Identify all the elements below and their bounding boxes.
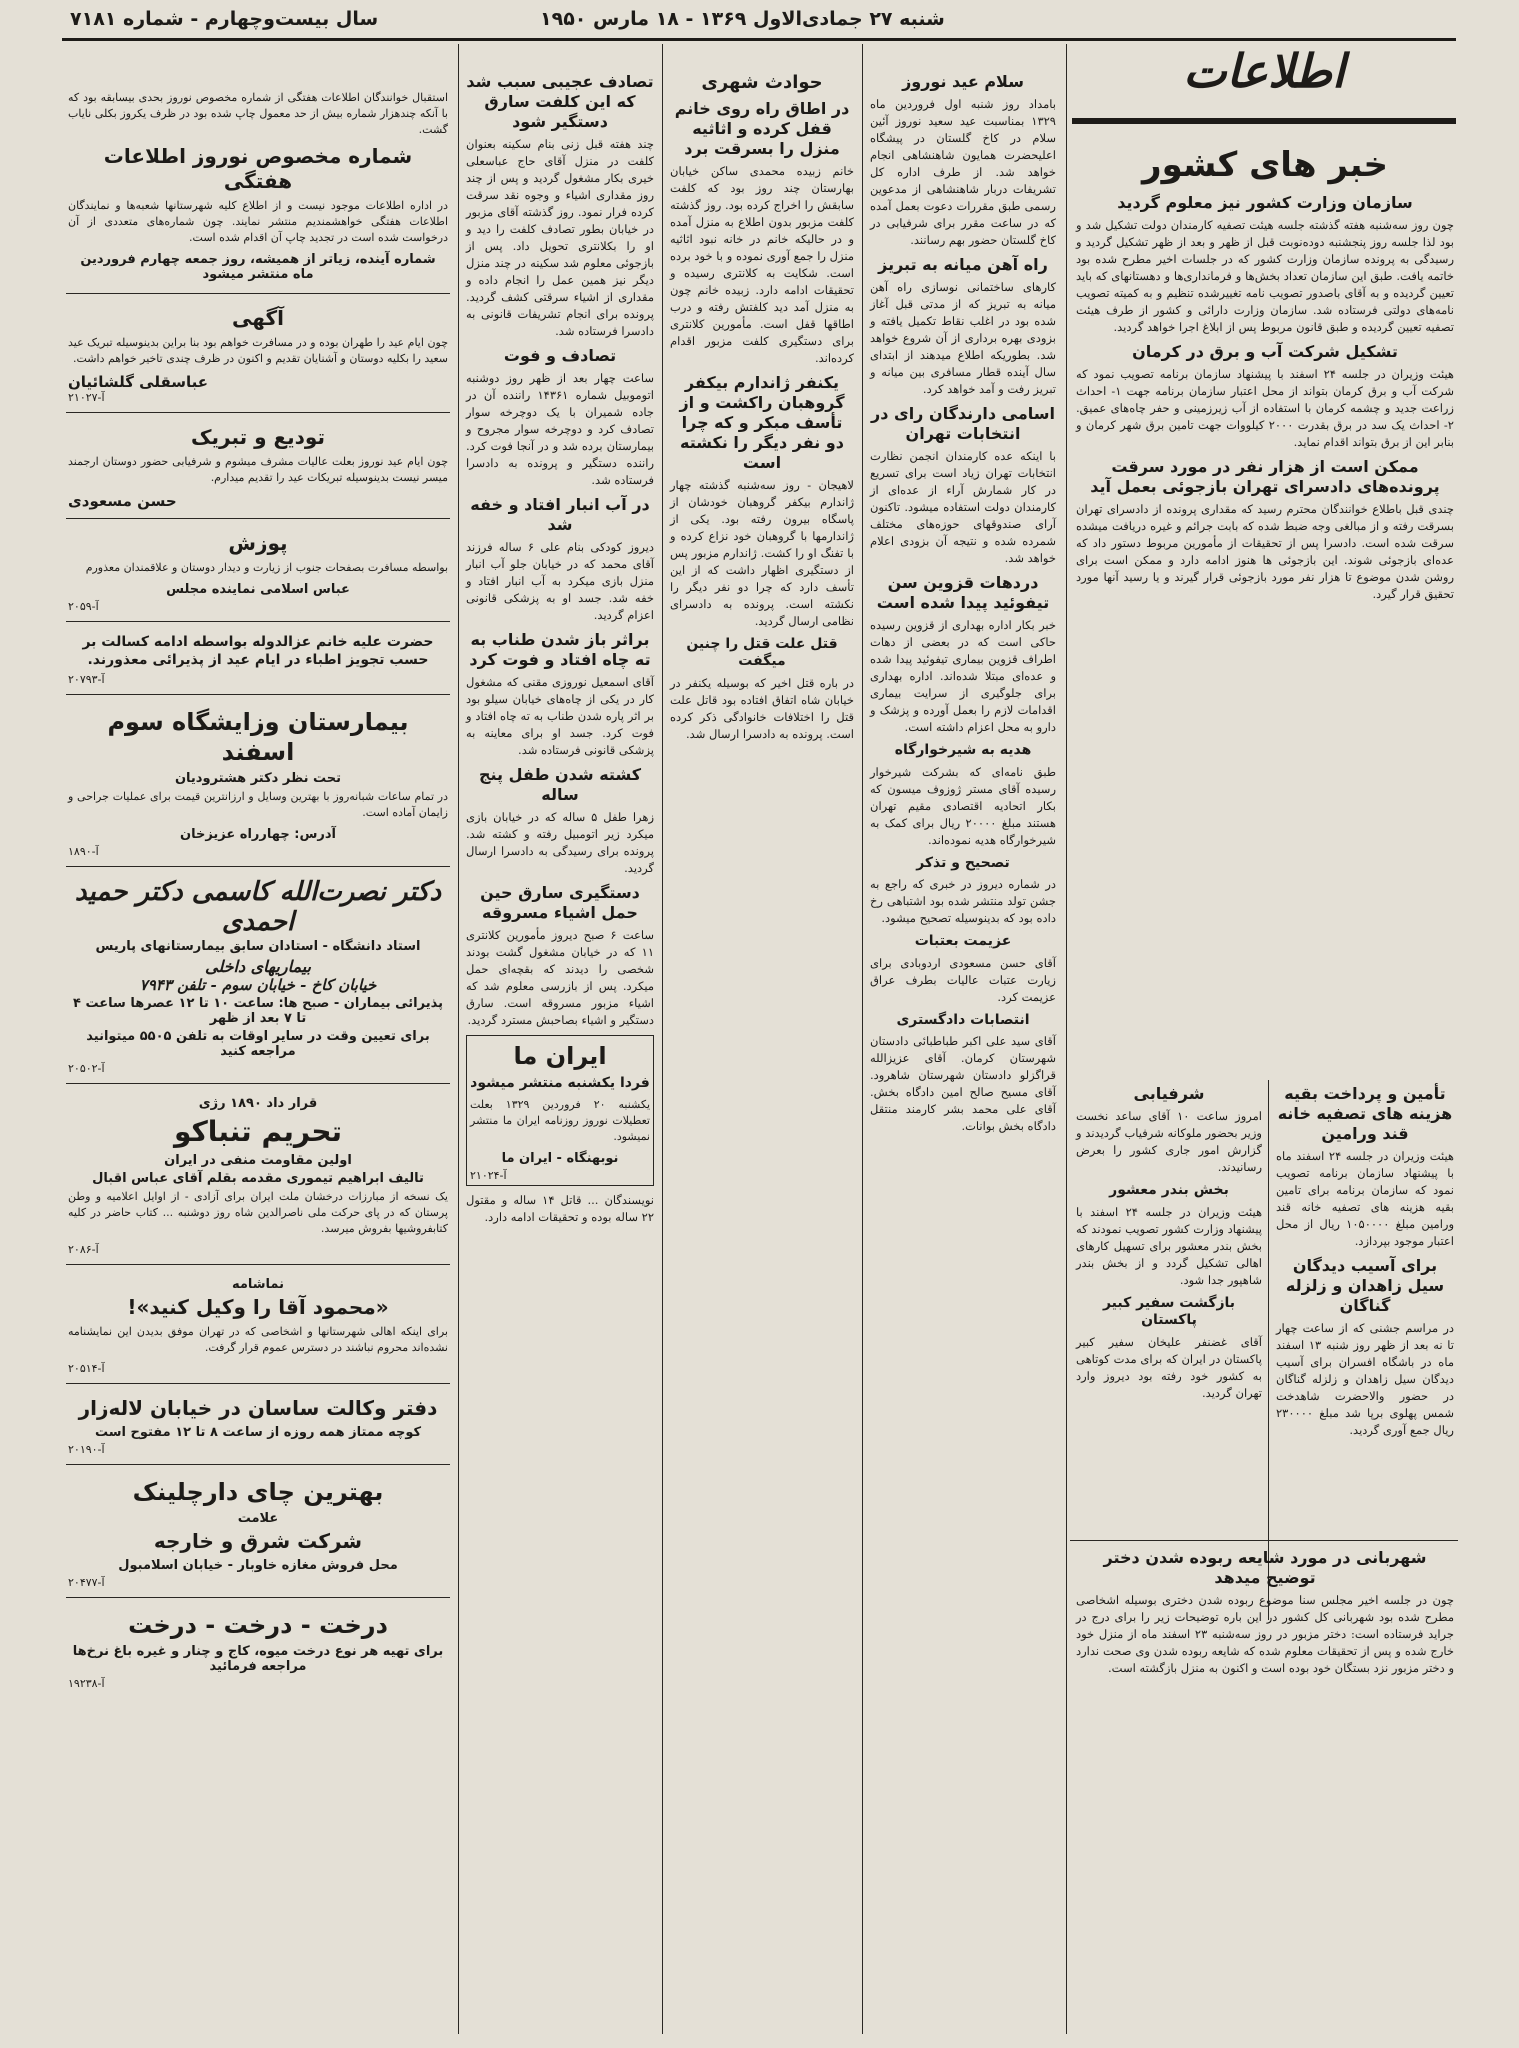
ad-code: آ-۲۰۱۹۰	[68, 1443, 105, 1456]
article-headline: تصادف و فوت	[503, 346, 617, 365]
article-body: در شماره دیروز در خبری که راجع به جشن تولد منتشر شده بود اشتباهی رخ داده بود که بدینوسیله تصحیح میشود.	[870, 877, 1056, 925]
article-body: در مراسم جشنی که از ساعت چهار تا نه بعد از ظهر روز شنبه ۱۳ اسفند ماه در باشگاه افسران برای آسیب دیدگان سیل زاهدان و زلزله گناگان در حضور والاحضرت شاهدخت شمس پهلوی برپا شد مبلغ ۲۳۰۰۰۰ ریال جمع آوری گردید.	[1276, 1321, 1454, 1437]
article-headline: در اطاق راه روی خانم قفل کرده و اثاثیه منزل را بسرقت برد	[674, 98, 850, 158]
column-rule	[862, 44, 863, 2034]
article-body: آقای غضنفر علیخان سفیر کبیر پاکستان در ایران که برای مدت کوتاهی به کشور خود رفته بود دیروز وارد تهران گردید.	[1076, 1334, 1262, 1400]
article-headline: تشکیل شرکت آب و برق در کرمان	[1132, 341, 1398, 361]
article-body: خانم زبیده محمدی ساکن خیابان بهارستان چند روز بود که کلفت سابقش را اخراج کرده بود. روز گذشته کلفت مزبور بدون اطلاع به منزل آمده و در حالیکه خانم در خانه نبود اثاثیه منزل را جمع آوری نموده و با خود برده است. شکایت به کلانتری رسیده و تحقیقات ادامه دارد. زبیده خانم چون به منزل آمد دید کلفتش رفته و درب اطاقها قفل است. مأمورین کلانتری برای دستگیری کلفت مزبور اقدام کرده‌اند.	[670, 163, 854, 365]
article-body: زهرا طفل ۵ ساله که در خیابان بازی میکرد زیر اتومبیل رفته و کشته شد. پرونده برای رسیدگی به دادسرا ارسال گردید.	[466, 810, 654, 875]
article-body: امروز ساعت ۱۰ آقای ساعد نخست وزیر بحضور ملوکانه شرفیاب گردیدند و گزارش امور جاری کشور را بعرض رسانیدند.	[1076, 1109, 1262, 1174]
ad-address: محل فروش مغازه خاوبار - خیابان اسلامبول	[118, 1558, 398, 1573]
article-headline: قتل علت قتل را چنین میگفت	[686, 635, 838, 669]
ad-title: دفتر وکالت ساسان در خیابان لاله‌زار	[78, 1396, 438, 1420]
ad-code: آ-۲۰۵۱۴	[68, 1362, 105, 1375]
article-body: دیروز کودکی بنام علی ۶ ساله فرزند آقای محمد که در خیابان جلو آب انبار منزل بازی میکرد به آب انبار افتاد و خفه شد. جسد او به پزشکی قانونی اعزام گردید.	[466, 540, 654, 622]
section-rule	[1070, 1540, 1458, 1541]
column-rule	[1066, 44, 1067, 2034]
ad-law-office	[66, 1390, 450, 1465]
article-headline: در آب انبار افتاد و خفه شد	[470, 495, 650, 534]
ad-title: درخت - درخت - درخت	[128, 1611, 388, 1639]
ad-code: آ-۲۰۷۹۳	[68, 673, 105, 686]
ad-title: بهترین چای دارچلینک	[132, 1478, 384, 1506]
article-body: چندی قبل باطلاع خوانندگان محترم رسید که مقداری پرونده از دادسرای تهران بسرقت رفته و از مبالغی وجه ضبط شده که بابت جرائم و غیره دریافت میشده سرقت شده است. دادسرا پس از تحقیقات از مأمورین مربوط دستور داد که عده‌ای بازجوئی شوند. این بازجوئی ها هنوز ادامه دارد و ممکن است برای روشن شدن موضوع تا هزار نفر مورد بازجوئی قرار گیرند و یا رسید آنها مورد تحقیق قرار گیرد.	[1076, 501, 1454, 601]
column-advertisements	[62, 86, 454, 2040]
ad-body: حضرت علیه خانم عزالدوله بواسطه ادامه کسالت بر حسب تجویز اطباء در ایام عید از پذیرائی معذورند.	[82, 634, 434, 668]
ad-code: آ-۲۱۰۲۷	[68, 391, 105, 404]
article-headline: یکنفر ژاندارم بیکفر گروهبان راکشت و از تأسف مبکر و که چرا دو نفر دیگر را نکشته است	[679, 372, 845, 472]
ad-title: ایران ما	[513, 1042, 607, 1070]
ad-subtitle: تحت نظر دکتر هشترودیان	[174, 771, 342, 786]
ad-body: کوچه ممتاز همه روزه از ساعت ۸ تا ۱۲ مفتوح است	[94, 1425, 422, 1440]
ad-code: آ-۱۸۹۰	[68, 845, 99, 858]
ad-body: چون ایام عید نوروز بعلت عالیات مشرف میشوم و شرفیابی حضور دوستان ارجمند میسر نیست بدینوسیله تبریکات عید را تقدیم میدارم.	[68, 455, 448, 484]
ad-body: در تمام ساعات شبانه‌روز با بهترین وسایل و ارزانترین قیمت برای عملیات جراحی و زایمان آماده است.	[68, 790, 448, 819]
ad-title: بیمارستان وزایشگاه سوم اسفند	[107, 708, 409, 766]
ad-subtitle: فردا یکشنبه منتشر میشود	[470, 1075, 650, 1091]
ad-code: آ-۲۱۰۲۴	[470, 1168, 507, 1182]
ad-subtitle: استاد دانشگاه - استادان سابق بیمارستانهای پاریس	[95, 939, 421, 954]
article-body: در باره قتل اخیر که بوسیله یکنفر در خیابان شاه اتفاق افتاده بود قاتل علت قتل را اختلافات خانوادگی ذکر کرده است. پرونده به دادسرا ارسال شد.	[670, 675, 854, 741]
article-headline: عزیمت بعتبات	[914, 933, 1012, 949]
ad-box-iran-ma	[466, 1035, 654, 1186]
article-headline: دستگیری سارق حین حمل اشیاء مسروقه	[480, 883, 640, 922]
ad-body: در اداره اطلاعات موجود نیست و از اطلاع کلیه شهرستانها شعبه‌ها و نمایندگان اطلاعات هفتگی خواهشمندیم منتشر نمایند. چون شماره‌های متعددی از آن درخواست شده است در تجدید چاپ آن اقدام شده است.	[68, 199, 448, 244]
column-rule	[662, 44, 663, 2034]
ad-subtitle: علامت	[237, 1511, 279, 1526]
ad-title: «محمود آقا را وکیل کنید»!	[127, 1295, 389, 1319]
ad-code: آ-۱۹۲۳۸	[68, 1677, 105, 1690]
ad-address: خیابان کاخ - خیابان سوم - تلفن ۷۹۴۳	[139, 976, 377, 994]
ad-signature: عباسقلی گلشائیان	[68, 373, 209, 391]
article-body: آقای حسن مسعودی اردوبادی برای زیارت عتبات عالیات بطرف عراق عزیمت کرد.	[870, 955, 1056, 1004]
logo-underline	[1072, 118, 1456, 124]
article-headline: تصادف عجیبی سبب شد که این کلفت سارق دستگیر شود	[466, 72, 654, 131]
ad-izz-al-dowleh	[66, 628, 450, 695]
article-body: ساعت ۶ صبح دیروز مأمورین کلانتری ۱۱ که در خیابان مشغول گشت بودند شخصی را دیدند که بقچه‌ای حمل میکرد. پس از بازرسی معلوم شد که اشیاء مزبور مسروقه است. سارق دستگیر و اشیاء بصاحبش مسترد گردید.	[466, 928, 654, 1027]
article-headline: سازمان وزارت کشور نیز معلوم گردید	[1117, 192, 1413, 212]
ad-signature: حسن مسعودی	[68, 492, 177, 510]
article-body: بامداد روز شنبه اول فروردین ماه ۱۳۲۹ بمناسبت عید سعید نوروز آئین سلام در کاخ گلستان در پیشگاه اعلیحضرت همایون شاهنشاهی انجام خواهد شد. از طرف اداره کل تشریفات دربار شاهنشاهی از مدعوین رسمی طبق مقررات دعوت بعمل آمده که در ساعت مقرر برای شرفیابی در کاخ گلستان حضور بهم رسانند.	[870, 97, 1056, 247]
ad-hours: پذیرائی بیماران - صبح ها: ساعت ۱۰ تا ۱۲ عصرها ساعت ۴ تا ۷ بعد از ظهر	[73, 996, 443, 1026]
article-body: هیئت وزیران در جلسه ۲۴ اسفند با پیشنهاد وزارت کشور تصویب نمودند که بخش بندر معشور برای تسهیل کارهای اهالی تشکیل گردد و از بخش بندر شاهپور جدا شود.	[1076, 1204, 1263, 1287]
ad-pretitle: قرار داد ۱۸۹۰ رژی	[198, 1096, 318, 1111]
ad-body: یکشنبه ۲۰ فروردین ۱۳۲۹ بعلت تعطیلات نوروز روزنامه ایران ما منتشر نمیشود.	[470, 1097, 651, 1143]
article-headline: براثر باز شدن طناب به ته چاه افتاد و فوت کرد	[469, 630, 651, 669]
article-body: نویسندگان ... قاتل ۱۴ ساله و مقتول ۲۲ ساله بوده و تحقیقات ادامه دارد.	[466, 1192, 654, 1224]
article-body: لاهیجان - روز سه‌شنبه گذشته چهار ژاندارم بیکفر گروهبان خودشان از پاسگاه بیرون رفته بود. یکی از ژاندارمها با گروهبان خود نزاع کرده و با تفنگ او را کشت. ژاندارم مزبور پس از دستگیری اظهار داشت که از این تأسف دارد که چرا دو نفر دیگر را نکشته است. پرونده به دادسرای نظامی ارسال گردید.	[670, 477, 854, 628]
article-body: هیئت وزیران در جلسه ۲۴ اسفند با پیشنهاد سازمان برنامه تصویب نمود که شرکت آب و برق کرمان بتواند از محل اعتبار سازمان برنامه جهت ۱- احداث زراعت جدید و چشمه کرمان با استفاده از آب زیرزمینی و حفر چاه‌های عمیق. ۲- احداث یک سد در برق بقدرت ۲۰۰۰ کیلووات جهت تامین برق شهر کرمان و بنابر این از برق بتواند اقدام نماید.	[1076, 366, 1454, 449]
article-body: طبق نامه‌ای که بشرکت شیرخوار رسیده آقای مستر ژوزوف میسون که بکار اتحادیه اقتصادی مقیم تهران هستند مبلغ ۲۰۰۰۰ ریال برای کمک به شیرخوارگاه هدیه نموده‌اند.	[870, 764, 1056, 847]
ad-title: تحریم تنباکو	[173, 1115, 343, 1148]
article-body: چون روز سه‌شنبه هفته گذشته جلسه هیئت تصفیه کارمندان دولت تشکیل شد و بود لذا جلسه روز پنجشنبه دوده‌نوبت قبل از ظهر و بعد از ظهر تشکیل گردید و رسیدگی به پرونده سازمان وزارت کشور که در جلسات اخیر مطرح شده بود خاتمه یافت. طبق این سازمان تعداد بخش‌ها و فرمانداری‌ها و دهستانهای که باید تعیین گردیده و به آقای باصدور تصویب نامه تغییرشده تنظیم و به کمیته تصویب نامه‌های دولتی فرستاده شد. سازمان وزارت دارائی و کشور از طرف هیئت تصفیه تعیین گردیده و طبق قانون مربوط پس از ابلاغ اجرا خواهد گردید.	[1076, 217, 1454, 334]
column-national-left	[1072, 1082, 1266, 1622]
ad-signature: نوبهنگاه - ایران ما	[501, 1150, 619, 1166]
ad-pretitle: نماشامه	[231, 1277, 285, 1292]
column-national-bottom	[1072, 1546, 1458, 2036]
ad-farewell	[66, 419, 450, 519]
article-body: خبر بکار اداره بهداری از قزوین رسیده حاکی است که در بعضی از دهات اطراف قزوین بیماری تیفوئید پیدا شده و عده‌ای مبتلا شده‌اند. اداره بهداری برای جلوگیری از سرایت بیماری اقدامات لازم را بعمل آورده و پزشک و دارو به محل اعزام داشته است.	[870, 618, 1056, 734]
ad-title: تودیع و تبریک	[191, 425, 325, 449]
ad-body: چون ایام عید را طهران بوده و در مسافرت خواهم بود بنا براین بدینوسیله تبریک عید سعید را بکلیه دوستان و آشنایان تقدیم و اکنون در ظرف چندی تاخیر خواهم داشت.	[68, 336, 448, 365]
ad-ettelaat-weekly	[66, 86, 450, 294]
header-rule	[62, 38, 1456, 41]
ad-code: آ-۲۰۵۰۲	[68, 1062, 105, 1075]
section-title: خبر های کشور	[1142, 145, 1388, 185]
ad-line: شماره آینده، زیاتر از همیشه، روز جمعه چهارم فروردین ماه منتشر میشود	[80, 252, 436, 282]
article-headline: برای آسیب دیدگان سیل زاهدان و زلزله گناگان	[1285, 1256, 1445, 1315]
ad-body: برای تهیه هر نوع درخت میوه، کاج و چنار و غیره باغ نرخ‌ها مراجعه فرمائید	[72, 1644, 444, 1674]
article-body: چند هفته قبل زنی بنام سکینه بعنوان کلفت در منزل آقای حاج عباسعلی خیری بکار مشغول گردید و پس از چند روز مقداری اشیاء و وجوه نقد سرقت کرده فرار نمود. روز گذشته آقای مزبور در خیابان بطور تصادف کلفت را دید و او را بکلانتری تحویل داد. پس از بازجوئی معلوم شد سکینه در چند منزل دیگر نیز همین عمل را انجام داده و مقداری از اشیاء سرقتی کشف گردید. پرونده برای انجام تشریفات قانونی به دادسرا فرستاده شد.	[466, 137, 654, 338]
article-headline: بخش بندر معشور	[1109, 1182, 1229, 1198]
article-body: ساعت چهار بعد از ظهر روز دوشنبه اتوموبیل شماره ۱۴۳۶۱ راننده آن در جاده شمیران با یک دوچرخه سوار تصادف کرد و دوچرخه سوار مجروح و بیمارستان برده شد و در آنجا فوت کرد. راننده دستگیر و پرونده به دادسرا فرستاده شد.	[466, 371, 654, 487]
article-headline: اسامی دارندگان رای در انتخابات تهران	[871, 404, 1055, 443]
ad-code: آ-۲۰۴۷۷	[68, 1576, 105, 1589]
column-rule	[458, 44, 459, 2034]
article-body: آقای سید علی اکبر طباطبائی دادستان شهرستان کرمان. آقای عزیزالله قراگزلو دادستان شهرستان شاهرود. آقای مسیح صالح امین دادگاه بخش. آقای علی محمد بشر کارمند منتقل دادگاه بخش بوانات.	[870, 1034, 1056, 1133]
article-headline: تأمین و پرداخت بقیه هزینه های تصفیه خانه قند ورامین	[1277, 1084, 1453, 1143]
ad-address: آدرس: چهارراه عزیزخان	[179, 827, 336, 842]
article-headline: بازگشت سفیر کبیر پاکستان	[1102, 1294, 1236, 1328]
article-headline: انتصابات دادگستری	[896, 1011, 1030, 1028]
column-city-events	[666, 70, 858, 2036]
article-headline: سلام عید نوروز	[902, 72, 1024, 91]
article-headline: شرفیابی	[1133, 1084, 1205, 1103]
ad-tea	[66, 1471, 450, 1598]
ad-tobacco-book	[66, 1090, 450, 1265]
ad-subtitle: اولین مقاومت منفی در ایران	[164, 1153, 352, 1168]
article-headline: ممکن است از هزار نفر در مورد سرقت پرونده‌های دادسرای تهران بازجوئی بعمل آید	[1090, 456, 1440, 496]
article-body: هیئت وزیران در جلسه ۲۴ اسفند ماه با پیشنهاد سازمان برنامه تصویب نمود که سازمان برنامه برای تامین بقیه هزینه های تصفیه خانه قند ورامین مبلغ ۱۰۵۰۰۰۰ ریال از محل اعتبار موجود بپردازد.	[1276, 1149, 1455, 1248]
ad-body: یک نسخه از مبارزات درخشان ملت ایران برای آزادی - از اوایل اعلامیه و وطن پرستان که در پای حرکت ملی ناصرالدین شاه روز دوشنبه ... کتاب حاضر در کلیه کتابفروشیها بفروش میرسد.	[68, 1190, 448, 1235]
ad-apology	[66, 525, 450, 622]
article-body: کارهای ساختمانی نوسازی راه آهن میانه به تبریز که از مدتی قبل آغاز شده بود در اغلب نقاط تکمیل یافته و بزودی بهره برداری از آن شروع خواهد شد. بطوریکه اطلاع میدهند از ابتدای سال آینده قطار مسافری بین میانه و تبریز رفت و آمد خواهد کرد.	[870, 280, 1056, 396]
ad-body: برای اینکه اهالی شهرستانها و اشخاصی که در تهران موفق بدیدن این نمایشنامه نشده‌اند محروم نباشند در دسترس عموم قرار گرفت.	[68, 1325, 448, 1354]
issue-date: شنبه ۲۷ جمادی‌الاول ۱۳۶۹ - ۱۸ مارس ۱۹۵۰	[540, 8, 945, 30]
ad-intro: استقبال خوانندگان اطلاعات هفتگی از شماره مخصوص نوروز بحدی بیسابقه بود که با آنکه چندهزار شماره بیش از حد معمول چاپ شده بود در ظرف یکروز بکلی نایاب گشت.	[68, 91, 448, 136]
article-headline: هدیه به شیرخوارگاه	[894, 742, 1032, 758]
ad-doctors	[66, 873, 450, 1084]
section-title: حوادث شهری	[701, 72, 823, 93]
ad-signature: عباس اسلامی نماینده مجلس	[166, 582, 350, 597]
ad-trees	[66, 1604, 450, 1698]
newspaper-logo: اطلاعات	[1183, 44, 1345, 98]
ad-title: دکتر نصرت‌الله کاسمی دکتر حمید احمدی	[74, 877, 442, 937]
ad-code: آ-۲۰۸۶	[68, 1243, 99, 1256]
ad-title: آگهی	[232, 306, 284, 330]
article-body: با اینکه عده کارمندان انجمن نظارت انتخابات تهران زیاد است برای تسریع در کار شمارش آراء از عده‌ای از کارمندان دولت استفاده میشود. تاکنون آرای صندوقهای حوزه‌های مختلف شمرده شده و نتیجه آن بزودی اعلام خواهد شد.	[870, 449, 1056, 565]
article-headline: راه آهن میانه به تبریز	[878, 255, 1048, 274]
article-headline: دردهات قزوین سن تیفوئید پیدا شده است	[876, 573, 1050, 612]
ad-note: برای تعیین وقت در سایر اوقات به تلفن ۵۵۰۵ میتوانید مراجعه کنید	[86, 1029, 430, 1059]
ad-notice	[66, 300, 450, 413]
column-national-right	[1272, 1082, 1458, 1622]
article-headline: کشته شدن طفل پنج ساله	[478, 765, 642, 804]
ad-author: تالیف ابراهیم تیموری مقدمه بقلم آقای عباس اقبال	[92, 1171, 424, 1186]
ad-company: شرکت شرق و خارجه	[153, 1529, 363, 1553]
ad-title: شماره مخصوص نوروز اطلاعات هفتگی	[103, 144, 413, 193]
column-salam	[866, 70, 1060, 2036]
column-incidents	[462, 70, 658, 2036]
ad-hospital	[66, 701, 450, 867]
ad-specialty: بیماریهای داخلی	[204, 957, 312, 976]
article-body: آقای اسمعیل نوروزی مقنی که مشغول کار در یکی از چاه‌های خیابان سیلو بود بر اثر پاره شدن طناب به ته چاه افتاد و فوت کرد. جسد او برای معاینه به پزشکی قانونی فرستاده شد.	[466, 675, 654, 757]
article-headline: شهربانی در مورد شایعه ربوده شدن دختر توضیح میدهد	[1103, 1548, 1427, 1587]
issue-number: سال بیست‌وچهارم - شماره ۷۱۸۱	[70, 8, 379, 30]
article-headline: تصحیح و تذکر	[916, 854, 1010, 871]
ad-code: آ-۲۰۵۹	[68, 600, 99, 613]
ad-play	[66, 1271, 450, 1384]
ad-body: بواسطه مسافرت بصفحات جنوب از زیارت و دیدار دوستان و علاقمندان معذورم	[85, 561, 448, 574]
article-body: چون در جلسه اخیر مجلس سنا موضوع ربوده شدن دختری بوسیله اشخاصی مطرح شده بود شهربانی کل کشور در این باره توضیحات زیر را برای درج در جراید فرستاده است: دختر مزبور در روز سه‌شنبه ۲۳ اسفند ماه از منزل خود خارج شده و پس از تحقیقات معلوم شده که شایعه ربوده شدن وی صحت ندارد و دختر مزبور نزد بستگان خود بوده است و اکنون به منزل بازگشته است.	[1076, 1593, 1454, 1675]
ad-title: پوزش	[228, 531, 288, 555]
